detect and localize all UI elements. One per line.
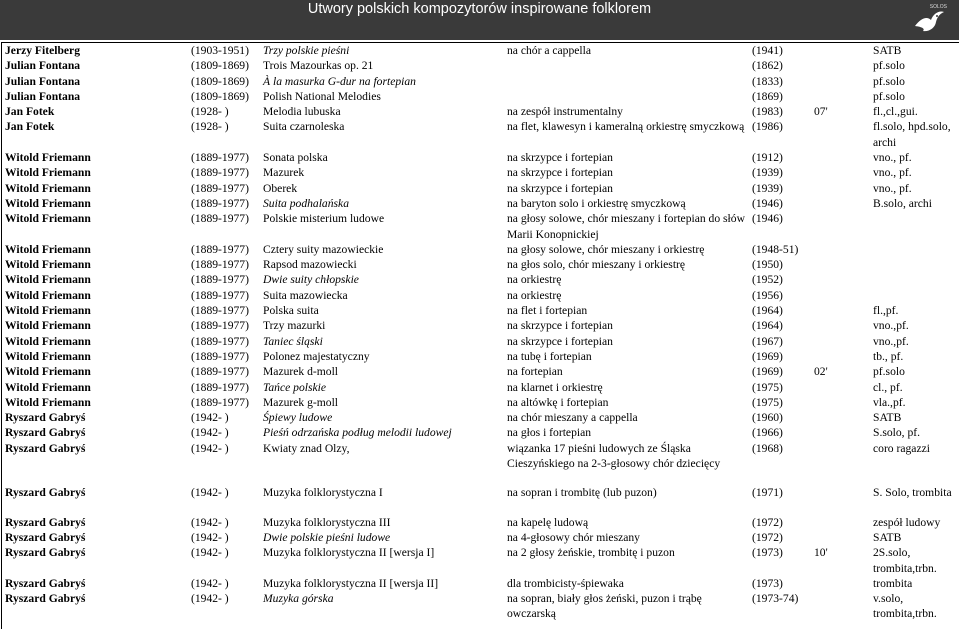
duration-cell [811, 485, 870, 500]
duration-cell [811, 395, 870, 410]
composer-cell: Ryszard Gabryś [5, 486, 86, 500]
composer-cell: Witold Friemann [5, 365, 91, 379]
date-cell: (1972) [752, 515, 783, 529]
date-cell: (1969) [752, 349, 783, 363]
title-cell: Melodia lubuska [263, 105, 341, 119]
date-cell: (1969) [752, 365, 783, 379]
duration-cell [811, 425, 870, 440]
duration-cell [811, 257, 870, 272]
date-cell: (1973-74) [752, 592, 799, 606]
edition-cell: vla.,pf. [873, 395, 906, 409]
edition-cell: SATB [873, 530, 902, 544]
table-row [2, 485, 959, 500]
duration-cell [811, 272, 870, 287]
instrumentation-cell: na kapelę ludową [507, 515, 589, 529]
composer-cell: Ryszard Gabryś [5, 530, 86, 544]
composer-cell: Ryszard Gabryś [5, 515, 86, 529]
composer-cell: Witold Friemann [5, 181, 91, 195]
duration-cell [811, 43, 870, 58]
instrumentation-cell: na chór a cappella [507, 44, 592, 57]
table-row [2, 349, 959, 364]
date-cell: (1975) [752, 395, 783, 409]
title-cell: Muzyka górska [263, 592, 334, 606]
instrumentation-cell: na sopran, biały głos żeński, puzon i trąbę owczarską [507, 592, 702, 621]
title-cell: Tańce polskie [263, 380, 327, 394]
years-cell: (1889-1977) [191, 349, 249, 363]
duration-cell [811, 380, 870, 395]
years-cell: (1889-1977) [191, 273, 249, 287]
years-cell: (1928- ) [191, 105, 229, 119]
years-cell: (1889-1977) [191, 258, 249, 272]
edition-cell [870, 211, 959, 242]
composer-cell: Witold Friemann [5, 258, 91, 272]
years-cell: (1889-1977) [191, 288, 249, 302]
title-cell: Cztery suity mazowieckie [263, 242, 384, 256]
years-cell: (1889-1977) [191, 212, 249, 226]
page-title: Utwory polskich kompozytorów inspirowane folklorem [307, 1, 652, 17]
edition-cell: SATB [873, 411, 902, 425]
table-row [2, 257, 959, 272]
years-cell: (1809-1869) [191, 74, 249, 88]
edition-cell [870, 257, 959, 272]
duration-cell [811, 591, 870, 622]
table-row [2, 181, 959, 196]
date-cell: (1986) [752, 120, 783, 134]
composer-cell: Julian Fontana [5, 74, 81, 88]
years-cell: (1903-1951) [191, 44, 249, 57]
duration-cell [811, 165, 870, 180]
table-row [2, 425, 959, 440]
duration-cell [811, 334, 870, 349]
years-cell: (1942- ) [191, 441, 229, 455]
title-cell: Polish National Melodies [263, 89, 381, 103]
edition-cell: v.solo, trombita,trbn. [873, 592, 937, 621]
duration-cell [811, 576, 870, 591]
table-row [2, 303, 959, 318]
instrumentation-cell: na skrzypce i fortepian [507, 334, 613, 348]
edition-cell [870, 272, 959, 287]
years-cell: (1889-1977) [191, 151, 249, 165]
composer-cell: Witold Friemann [5, 151, 91, 165]
duration-cell [811, 303, 870, 318]
instrumentation-cell: na chór mieszany a cappella [507, 411, 638, 425]
date-cell: (1862) [752, 59, 783, 73]
title-cell: Polskie misterium ludowe [263, 212, 385, 226]
logo-text: SOLOS [929, 4, 947, 10]
date-cell: (1912) [752, 151, 783, 165]
title-cell: Kwiaty znad Olzy, [263, 441, 350, 455]
composer-cell: Julian Fontana [5, 89, 81, 103]
date-cell: (1968) [752, 441, 783, 455]
title-cell: Mazurek d-moll [263, 365, 339, 379]
instrumentation-cell: na fortepian [507, 365, 563, 379]
instrumentation-cell: na głos i fortepian [507, 426, 592, 440]
title-cell: Mazurek [263, 166, 305, 180]
title-cell: Trois Mazourkas op. 21 [263, 59, 374, 73]
edition-cell: pf.solo [873, 74, 905, 88]
duration-cell [811, 441, 870, 472]
table-row [2, 410, 959, 425]
duration-cell [811, 119, 870, 150]
years-cell: (1809-1869) [191, 59, 249, 73]
years-cell: (1809-1869) [191, 89, 249, 103]
duration-cell [811, 150, 870, 165]
title-cell: Polonez majestatyczny [263, 349, 370, 363]
duration-cell: 07' [814, 105, 828, 119]
duration-cell [811, 181, 870, 196]
instrumentation-cell: na skrzypce i fortepian [507, 181, 613, 195]
table-row [2, 196, 959, 211]
composer-cell: Witold Friemann [5, 304, 91, 318]
duration-cell [811, 89, 870, 104]
instrumentation-cell [504, 89, 749, 104]
date-cell: (1973) [752, 576, 783, 590]
row-spacer [2, 471, 959, 485]
instrumentation-cell: na tubę i fortepian [507, 349, 592, 363]
edition-cell [870, 242, 959, 257]
edition-cell: trombita [873, 576, 913, 590]
years-cell: (1942- ) [191, 426, 229, 440]
date-cell: (1983) [752, 105, 783, 119]
date-cell: (1971) [752, 486, 783, 500]
edition-cell: pf.solo [873, 89, 905, 103]
composer-cell: Witold Friemann [5, 288, 91, 302]
date-cell: (1833) [752, 74, 783, 88]
composer-cell: Jan Fotek [5, 105, 55, 119]
title-cell: Śpiewy ludowe [263, 411, 333, 425]
edition-cell [870, 288, 959, 303]
date-cell: (1966) [752, 426, 783, 440]
table-row [2, 74, 959, 89]
table-row [2, 211, 959, 242]
date-cell: (1960) [752, 411, 783, 425]
title-cell: Dwie polskie pieśni ludowe [263, 530, 391, 544]
instrumentation-cell: na altówkę i fortepian [507, 395, 609, 409]
title-cell: Pieśń odrzańska podług melodii ludowej [263, 426, 452, 440]
date-cell: (1975) [752, 380, 783, 394]
edition-cell: cl., pf. [873, 380, 903, 394]
instrumentation-cell: na głos solo, chór mieszany i orkiestrę [507, 258, 686, 272]
edition-cell: SATB [873, 44, 902, 57]
table-row [2, 441, 959, 472]
date-cell: (1948-51) [752, 242, 799, 256]
date-cell: (1964) [752, 304, 783, 318]
instrumentation-cell: dla trombicisty-śpiewaka [507, 576, 624, 590]
edition-cell: vno., pf. [873, 166, 912, 180]
years-cell: (1889-1977) [191, 196, 249, 210]
table-row [2, 89, 959, 104]
duration-cell [811, 410, 870, 425]
page-header [0, 0, 959, 40]
works-table-body [2, 43, 959, 622]
edition-cell: B.solo, archi [873, 196, 932, 210]
composer-cell: Julian Fontana [5, 59, 81, 73]
edition-cell: fl.,cl.,gui. [873, 105, 918, 119]
edition-cell: pf.solo [873, 59, 905, 73]
years-cell: (1889-1977) [191, 181, 249, 195]
date-cell: (1973) [752, 546, 783, 560]
instrumentation-cell: na skrzypce i fortepian [507, 166, 613, 180]
title-cell: Muzyka folklorystyczna I [263, 486, 383, 500]
title-cell: Muzyka folklorystyczna II [wersja I] [263, 546, 435, 560]
title-cell: Suita podhalańska [263, 196, 349, 210]
date-cell: (1972) [752, 530, 783, 544]
instrumentation-cell: na baryton solo i orkiestrę smyczkową [507, 196, 686, 210]
date-cell: (1956) [752, 288, 783, 302]
composer-cell: Witold Friemann [5, 334, 91, 348]
row-spacer [2, 501, 959, 515]
edition-cell: tb., pf. [873, 349, 904, 363]
years-cell: (1889-1977) [191, 395, 249, 409]
duration-cell [811, 515, 870, 530]
table-row [2, 576, 959, 591]
instrumentation-cell [504, 58, 749, 73]
composer-cell: Witold Friemann [5, 242, 91, 256]
years-cell: (1889-1977) [191, 166, 249, 180]
title-cell: Suita mazowiecka [263, 288, 348, 302]
instrumentation-cell: na 4-głosowy chór mieszany [507, 530, 640, 544]
edition-cell: fl.solo, hpd.solo, archi [873, 120, 951, 149]
composer-cell: Ryszard Gabryś [5, 592, 86, 606]
date-cell: (1952) [752, 273, 783, 287]
title-cell: Taniec śląski [263, 334, 323, 348]
composer-cell: Witold Friemann [5, 380, 91, 394]
title-cell: Muzyka folklorystyczna III [263, 515, 391, 529]
edition-cell: vno.,pf. [873, 319, 909, 333]
composer-cell: Jan Fotek [5, 120, 55, 134]
bird-logo-icon [911, 4, 947, 36]
duration-cell [811, 58, 870, 73]
table-row [2, 288, 959, 303]
table-row [2, 272, 959, 287]
edition-cell: vno., pf. [873, 151, 912, 165]
title-cell: Suita czarnoleska [263, 120, 345, 134]
date-cell: (1964) [752, 319, 783, 333]
table-row [2, 515, 959, 530]
instrumentation-cell: na zespół instrumentalny [507, 105, 623, 119]
years-cell: (1942- ) [191, 411, 229, 425]
table-row [2, 150, 959, 165]
duration-cell [811, 318, 870, 333]
edition-cell: vno.,pf. [873, 334, 909, 348]
composer-cell: Ryszard Gabryś [5, 576, 86, 590]
date-cell: (1941) [752, 44, 783, 57]
title-cell: Mazurek g-moll [263, 395, 339, 409]
table-row [2, 395, 959, 410]
title-cell: Trzy polskie pieśni [263, 44, 350, 57]
works-table [2, 43, 959, 622]
edition-cell: S. Solo, trombita [873, 486, 952, 500]
instrumentation-cell: na klarnet i orkiestrę [507, 380, 603, 394]
table-row [2, 119, 959, 150]
composer-cell: Ryszard Gabryś [5, 546, 86, 560]
edition-cell: pf.solo [873, 365, 905, 379]
table-row [2, 334, 959, 349]
table-row [2, 242, 959, 257]
composer-cell: Ryszard Gabryś [5, 426, 86, 440]
table-row [2, 43, 959, 58]
years-cell: (1889-1977) [191, 380, 249, 394]
duration-cell [811, 288, 870, 303]
edition-cell: 2S.solo, trombita,trbn. [873, 546, 937, 575]
table-row [2, 364, 959, 379]
years-cell: (1889-1977) [191, 242, 249, 256]
composer-cell: Witold Friemann [5, 273, 91, 287]
instrumentation-cell: na skrzypce i fortepian [507, 151, 613, 165]
date-cell: (1946) [752, 196, 783, 210]
years-cell: (1928- ) [191, 120, 229, 134]
table-row [2, 318, 959, 333]
edition-cell: vno., pf. [873, 181, 912, 195]
date-cell: (1869) [752, 89, 783, 103]
composer-cell: Jerzy Fitelberg [5, 44, 80, 57]
years-cell: (1942- ) [191, 546, 229, 560]
composer-cell: Ryszard Gabryś [5, 441, 86, 455]
table-row [2, 591, 959, 622]
years-cell: (1942- ) [191, 486, 229, 500]
title-cell: Sonata polska [263, 151, 328, 165]
table-row [2, 104, 959, 119]
title-cell: Oberek [263, 181, 298, 195]
duration-cell [811, 196, 870, 211]
instrumentation-cell: na flet i fortepian [507, 304, 588, 318]
years-cell: (1889-1977) [191, 319, 249, 333]
date-cell: (1939) [752, 166, 783, 180]
title-cell: Trzy mazurki [263, 319, 326, 333]
edition-cell: coro ragazzi [873, 441, 930, 455]
composer-cell: Witold Friemann [5, 319, 91, 333]
title-cell: Polska suita [263, 304, 319, 318]
instrumentation-cell [504, 74, 749, 89]
instrumentation-cell: na orkiestrę [507, 288, 562, 302]
date-cell: (1967) [752, 334, 783, 348]
date-cell: (1950) [752, 258, 783, 272]
works-table-container [1, 42, 959, 629]
date-cell: (1946) [752, 212, 783, 226]
title-cell: Dwie suity chłopskie [263, 273, 359, 287]
composer-cell: Ryszard Gabryś [5, 411, 86, 425]
title-cell: Muzyka folklorystyczna II [wersja II] [263, 576, 439, 590]
duration-cell [811, 242, 870, 257]
composer-cell: Witold Friemann [5, 395, 91, 409]
composer-cell: Witold Friemann [5, 166, 91, 180]
table-row [2, 380, 959, 395]
instrumentation-cell: na orkiestrę [507, 273, 562, 287]
table-row [2, 530, 959, 545]
years-cell: (1942- ) [191, 530, 229, 544]
date-cell: (1939) [752, 181, 783, 195]
years-cell: (1889-1977) [191, 365, 249, 379]
instrumentation-cell: wiązanka 17 pieśni ludowych ze Śląska Cieszyńskiego na 2-3-głosowy chór dziecięcy [507, 441, 721, 471]
years-cell: (1942- ) [191, 515, 229, 529]
table-row [2, 58, 959, 73]
duration-cell: 02' [814, 365, 828, 379]
instrumentation-cell: na sopran i trombitę (lub puzon) [507, 486, 657, 500]
duration-cell [811, 211, 870, 242]
duration-cell [811, 74, 870, 89]
table-row [2, 165, 959, 180]
duration-cell [811, 530, 870, 545]
years-cell: (1889-1977) [191, 304, 249, 318]
edition-cell: fl.,pf. [873, 304, 899, 318]
instrumentation-cell: na flet, klawesyn i kameralną orkiestrę smyczkową [507, 120, 745, 134]
years-cell: (1889-1977) [191, 334, 249, 348]
composer-cell: Witold Friemann [5, 212, 91, 226]
years-cell: (1942- ) [191, 592, 229, 606]
table-row [2, 545, 959, 576]
instrumentation-cell: na skrzypce i fortepian [507, 319, 613, 333]
duration-cell [811, 349, 870, 364]
edition-cell: zespół ludowy [873, 515, 941, 529]
edition-cell: S.solo, pf. [873, 426, 921, 440]
duration-cell: 10' [814, 546, 828, 560]
instrumentation-cell: na głosy solowe, chór mieszany i fortepian do słów Marii Konopnickiej [507, 212, 745, 241]
composer-cell: Witold Friemann [5, 349, 91, 363]
instrumentation-cell: na 2 głosy żeńskie, trombitę i puzon [507, 546, 675, 560]
instrumentation-cell: na głosy solowe, chór mieszany i orkiestrę [507, 242, 705, 256]
title-cell: À la masurka G-dur na fortepian [263, 74, 416, 88]
title-cell: Rapsod mazowiecki [263, 258, 357, 272]
composer-cell: Witold Friemann [5, 196, 91, 210]
years-cell: (1942- ) [191, 576, 229, 590]
